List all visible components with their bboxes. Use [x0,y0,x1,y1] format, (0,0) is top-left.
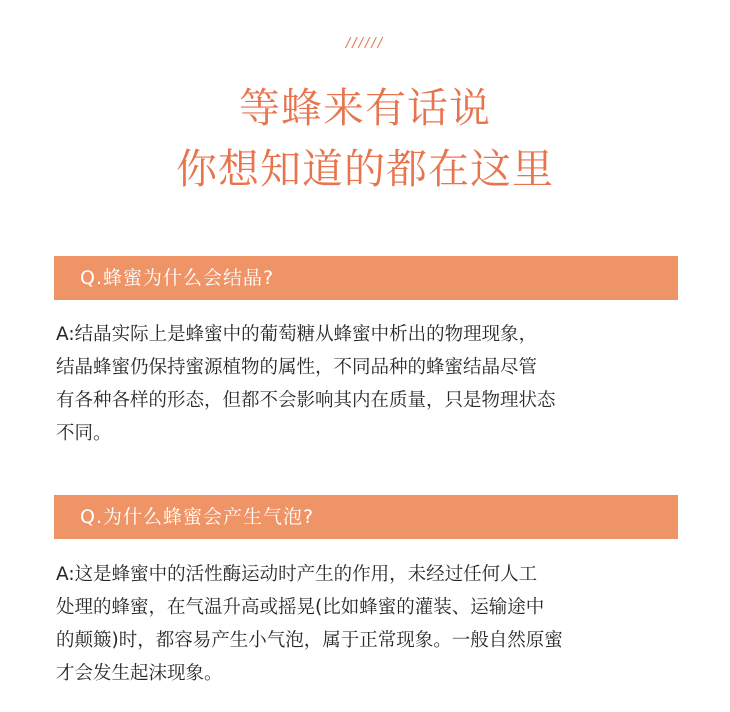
decorative-slashes: ////// [345,36,385,51]
answer-2-line-4: 才会发生起沫现象。 [56,663,223,684]
answer-block-1 [56,318,696,450]
page-title-line-2: 你想知道的都在这里 [176,145,554,193]
answer-1-line-4: 不同。 [56,423,112,444]
question-bar-1: Q.蜂蜜为什么会结晶? [54,256,678,300]
answer-2-line-1: A:这是蜂蜜中的活性酶运动时产生的作用，未经过任何人工 [56,564,538,585]
answer-block-2 [56,558,696,690]
answer-1-line-3: 有各种各样的形态，但都不会影响其内在质量，只是物理状态 [56,390,556,411]
answer-2-line-3: 的颠簸)时，都容易产生小气泡，属于正常现象。一般自然原蜜 [56,630,563,651]
answer-1-line-2: 结晶蜂蜜仍保持蜜源植物的属性，不同品种的蜂蜜结晶尽管 [56,357,538,378]
answer-2-line-2: 处理的蜂蜜，在气温升高或摇晃(比如蜂蜜的灌装、运输途中 [56,597,545,618]
page-title-line-1: 等蜂来有话说 [239,84,491,132]
question-bar-2: Q.为什么蜂蜜会产生气泡? [54,495,678,539]
answer-1-line-1: A:结晶实际上是蜂蜜中的葡萄糖从蜂蜜中析出的物理现象， [56,324,538,345]
